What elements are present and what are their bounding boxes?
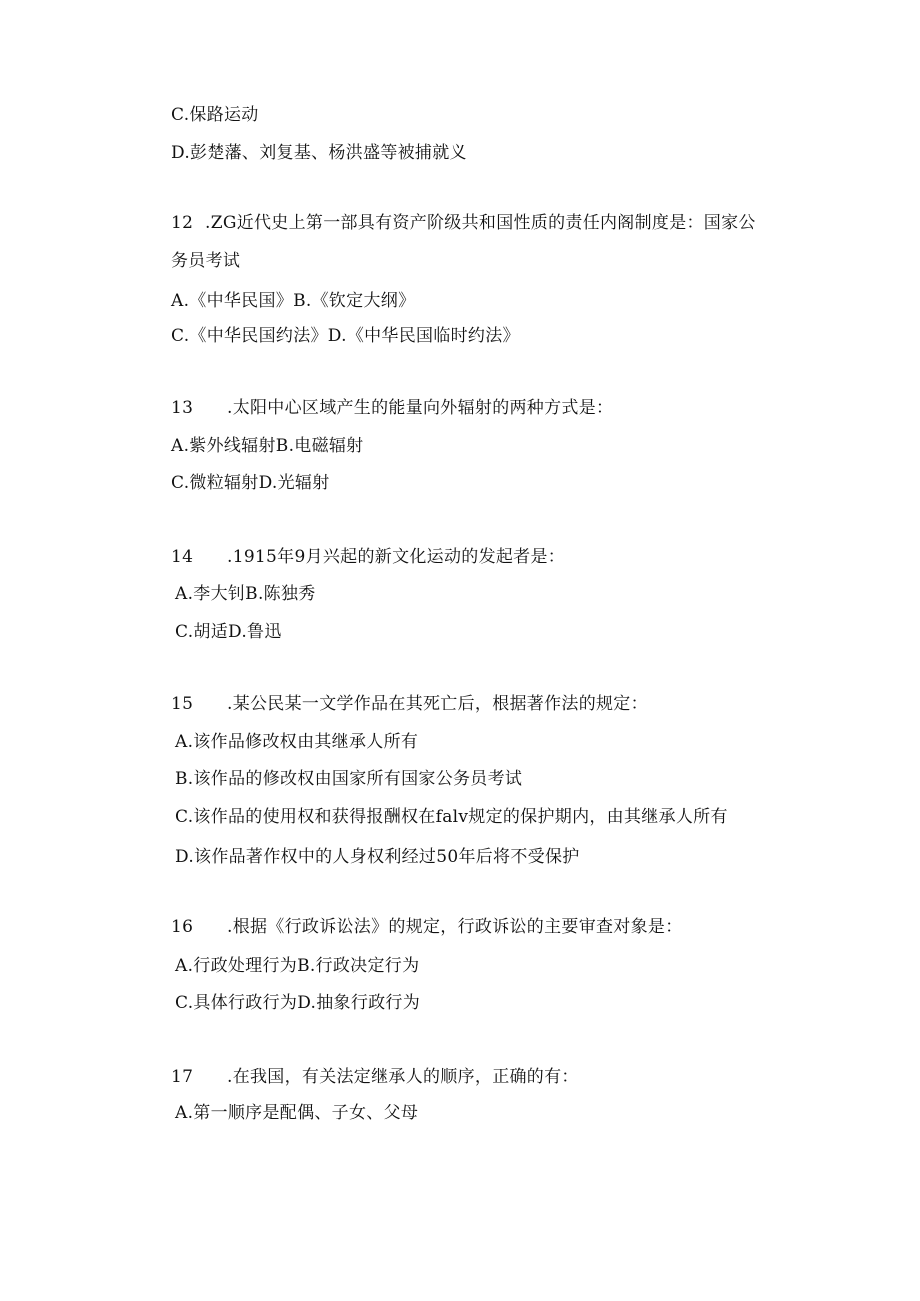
- option-line: C.具体行政行为D.抽象行政行为: [175, 993, 421, 1013]
- option-line: C.《中华民国约法》D.《中华民国临时约法》: [171, 326, 520, 346]
- option-line: C.保路运动: [171, 105, 259, 125]
- question-text: .ZG近代史上第一部具有资产阶级共和国性质的责任内阁制度是：国家公: [205, 213, 756, 233]
- option-line: C.该作品的使用权和获得报酬权在falv规定的保护期内，由其继承人所有: [175, 807, 728, 827]
- option-line: A.第一顺序是配偶、子女、父母: [175, 1103, 419, 1123]
- question-stem: [171, 1066, 579, 1088]
- question-text-continuation: 务员考试: [171, 251, 241, 271]
- question-number: 15: [171, 694, 194, 714]
- question-number: 17: [171, 1067, 194, 1087]
- option-line: A.行政处理行为B.行政决定行为: [175, 956, 420, 976]
- question-text: .太阳中心区域产生的能量向外辐射的两种方式是：: [227, 398, 614, 418]
- option-line: A.该作品修改权由其继承人所有: [175, 732, 419, 752]
- question-stem: [171, 546, 565, 568]
- question-number: 13: [171, 398, 194, 418]
- option-line: A.《中华民国》B.《钦定大纲》: [171, 291, 416, 311]
- question-text: .在我国，有关法定继承人的顺序，正确的有：: [227, 1067, 579, 1087]
- question-text: .根据《行政诉讼法》的规定，行政诉讼的主要审查对象是：: [227, 917, 683, 937]
- option-line: A.李大钊B.陈独秀: [175, 584, 316, 604]
- option-line: B.该作品的修改权由国家所有国家公务员考试: [175, 769, 523, 789]
- question-number: 16: [171, 917, 194, 937]
- option-line: D.彭楚藩、刘复基、杨洪盛等被捕就义: [171, 143, 467, 163]
- option-line: D.该作品著作权中的人身权利经过50年后将不受保护: [175, 847, 580, 867]
- option-line: A.紫外线辐射B.电磁辐射: [171, 436, 364, 456]
- question-number: 14: [171, 547, 194, 567]
- question-stem: [171, 916, 683, 938]
- option-line: C.胡适D.鲁迅: [175, 622, 282, 642]
- question-text: .1915年9月兴起的新文化运动的发起者是：: [227, 547, 566, 567]
- question-number: 12: [171, 213, 194, 233]
- question-stem: [171, 693, 648, 715]
- question-stem: [171, 397, 613, 419]
- question-stem: [171, 212, 756, 234]
- question-text: .某公民某一文学作品在其死亡后，根据著作法的规定：: [227, 694, 648, 714]
- option-line: C.微粒辐射D.光辐射: [171, 473, 330, 493]
